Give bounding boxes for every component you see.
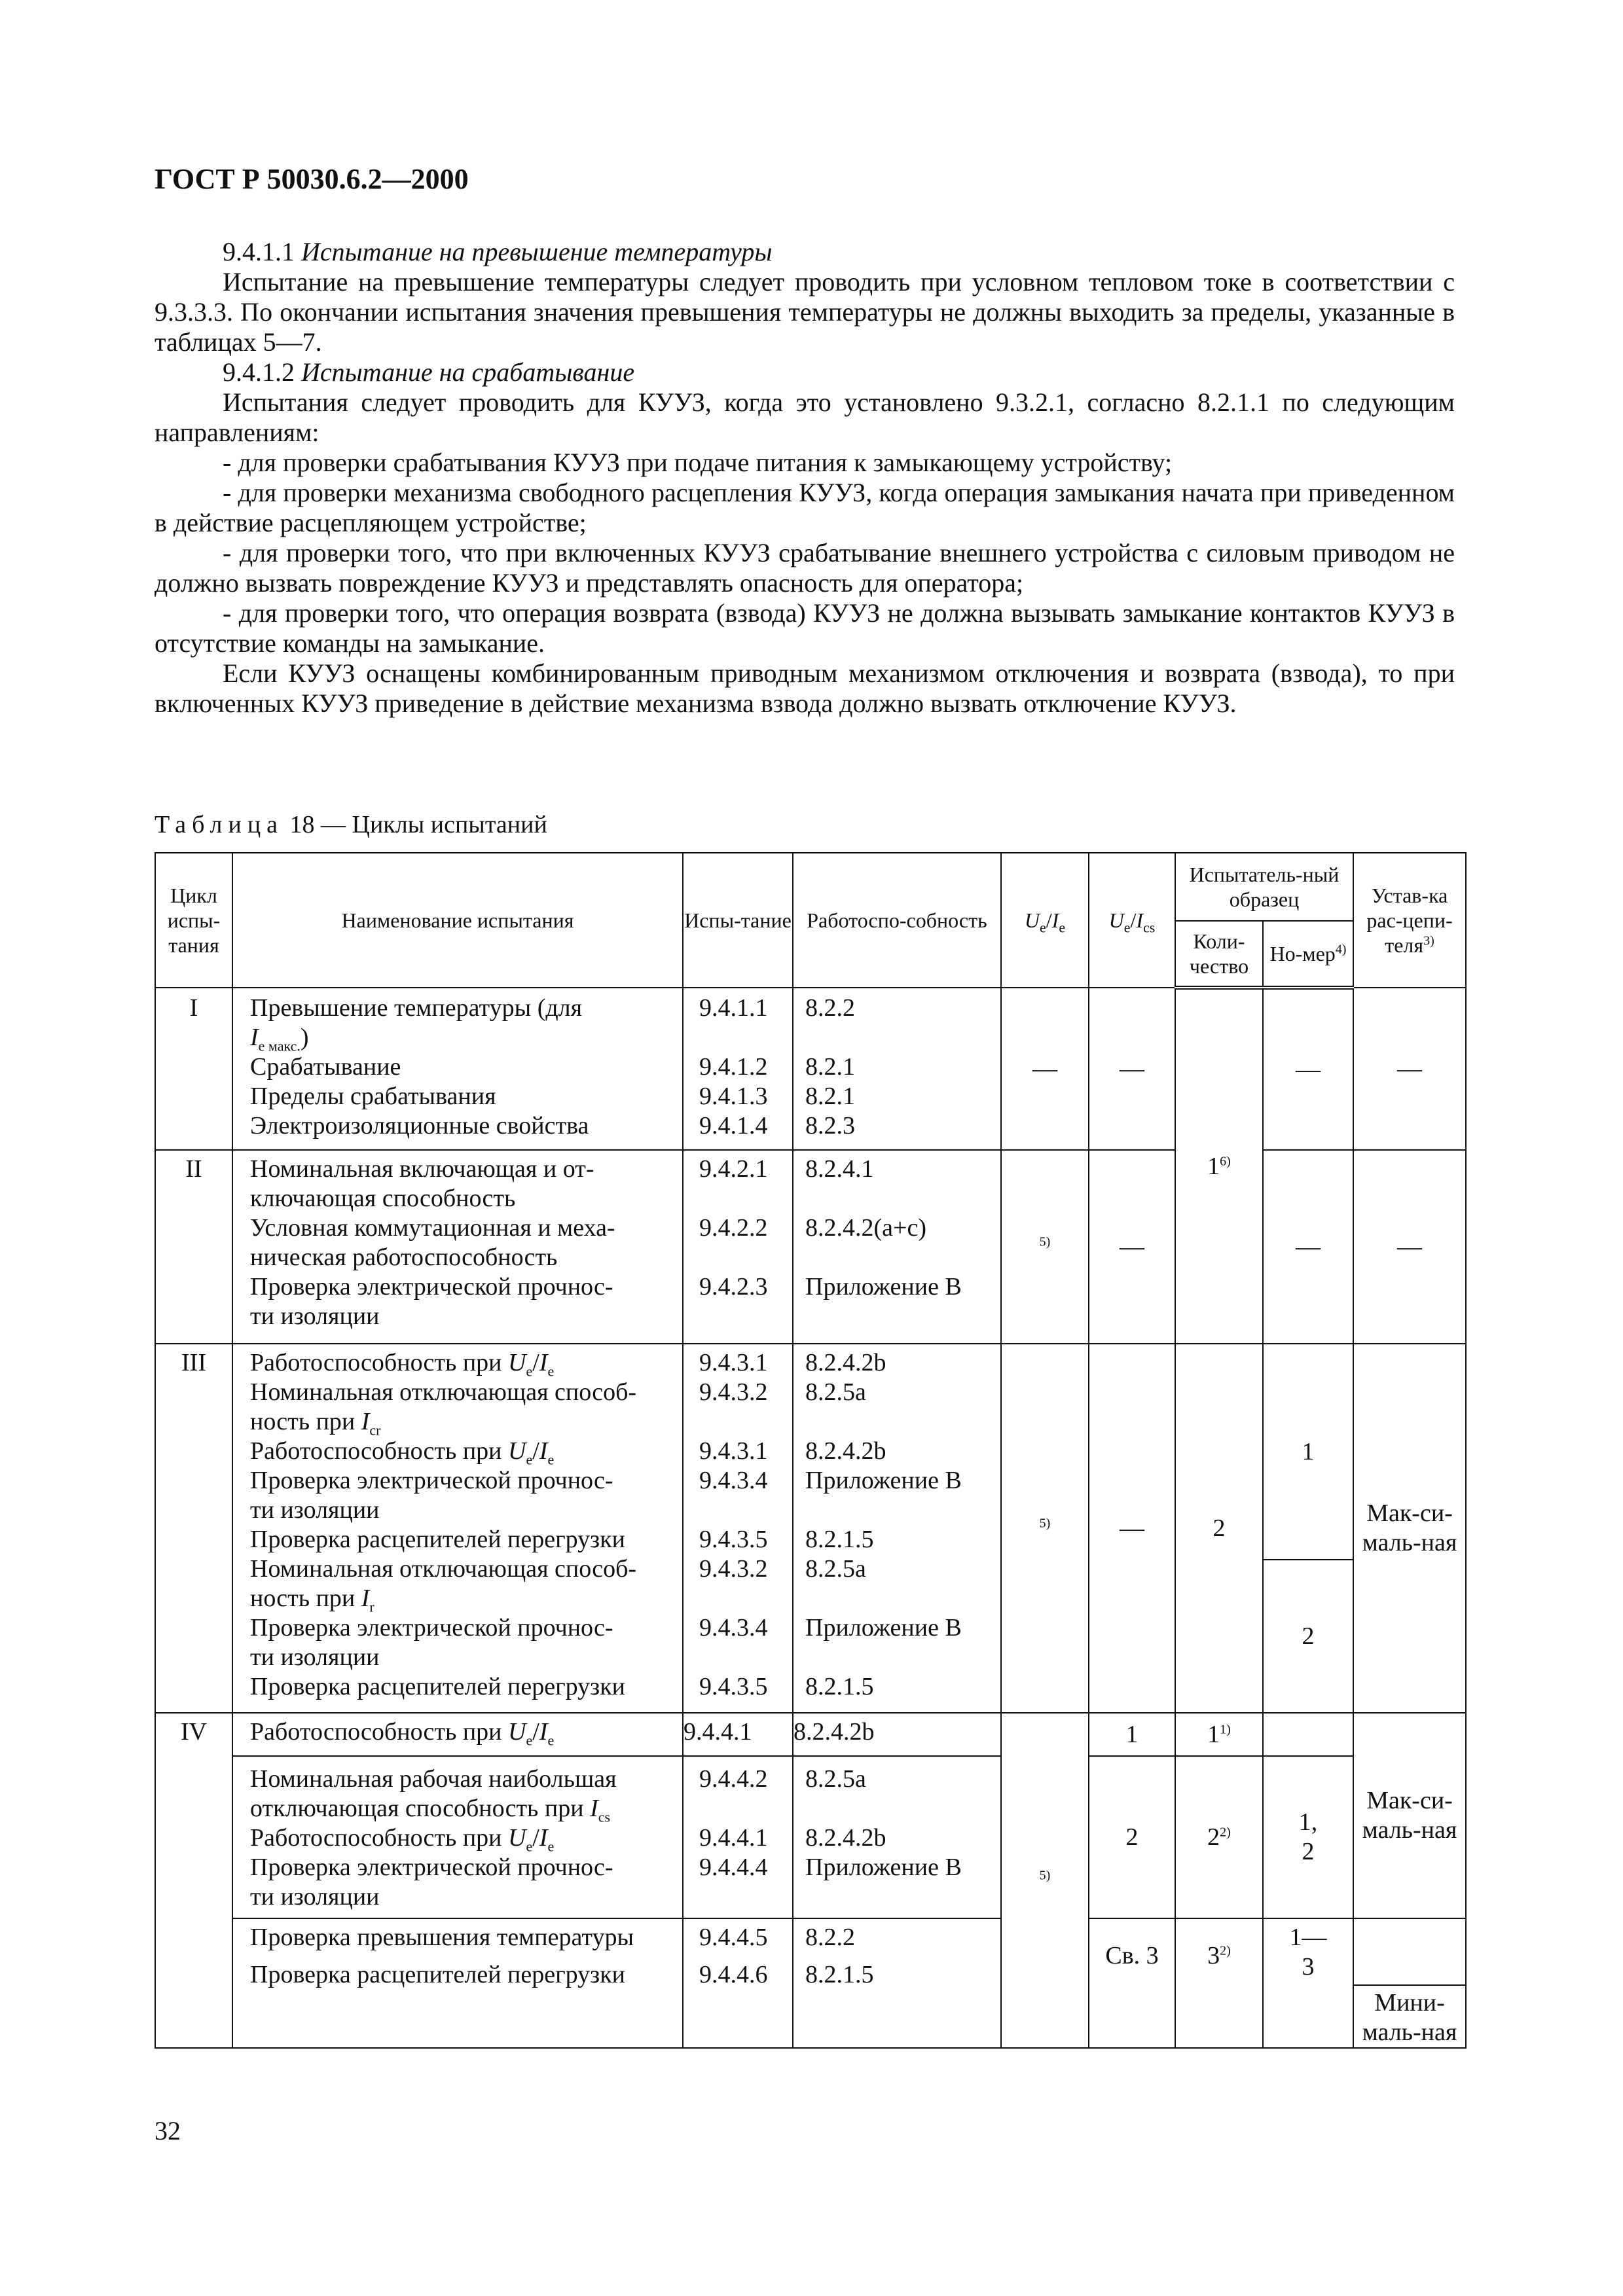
cell-num: — [1263, 1150, 1353, 1344]
cell-work: 8.2.2 8.2.1.5 [793, 1918, 1001, 2048]
paragraph: Испытание на превышение температуры следует проводить при условном тепловом токе в соответствии с 9.3.3.3. По окончании испытания значения превышения температуры не должны выходить за пределы, указанные в таблицах 5—7. [155, 267, 1455, 357]
cell-work: 8.2.4.1 8.2.4.2(a+c) Приложение В [793, 1150, 1001, 1344]
cell-cycle: IV [155, 1713, 232, 2048]
cell-cycle: III [155, 1344, 232, 1713]
cell-ue-ics: — [1089, 988, 1175, 1150]
clause-heading: 9.4.1.2 Испытание на срабатывание [223, 357, 635, 387]
table-row [155, 1918, 1466, 2048]
cell-name: Работоспособность при $U_e/I_e$ Номинальная отключающая способ- ность при $I_{cr}$ Работоспособность при $U_e/I_e$ Проверка электрической прочнос- ти изоляции Проверка расцепителей перегрузки Номинальная отключающая способ- ность при $I_r$ Проверка электрической прочнос- ти изоляции Проверка расцепителей перегрузки [232, 1344, 683, 1713]
cell-ue-ics: 2 [1089, 1756, 1175, 1918]
cell-work: 8.2.5a 8.2.4.2b Приложение В [793, 1756, 1001, 1918]
cell-setting: — [1353, 1150, 1466, 1344]
cell-ue-ics: Св. 3 [1089, 1918, 1175, 2048]
cell-ue-ie: 5) [1001, 1150, 1089, 1344]
header-num: Но-мер$^{4)}$ [1263, 921, 1353, 988]
header-ue-ics: $U_e/I_{cs}$ [1089, 853, 1175, 988]
cell-cycle: II [155, 1150, 232, 1344]
list-item: - для проверки механизма свободного расцепления КУУЗ, когда операция замыкания начата при приведенном в действие расцепляющем устройстве; [155, 478, 1455, 537]
cell-work: 8.2.4.2b [793, 1713, 1001, 1756]
cell-num [1263, 1713, 1353, 1756]
paragraph: Испытания следует проводить для КУУЗ, когда это установлено 9.3.2.1, согласно 8.2.1.1 по следующим направлениям: [155, 387, 1455, 447]
cell-name: Номинальная рабочая наибольшая отключающая способность при $I_{cs}$ Работоспособность при $U_e/I_e$ Проверка электрической прочнос- ти изоляции [232, 1756, 683, 1918]
body-text [155, 237, 1455, 719]
cell-qty: 3$^{2)}$ [1175, 1918, 1263, 2048]
cell-cycle: I [155, 988, 232, 1150]
cell-name: Проверка превышения температуры Проверка расцепителей перегрузки [232, 1918, 683, 2048]
cell-setting: — [1353, 988, 1466, 1150]
cell-setting: Мак-си-маль-ная [1353, 1344, 1466, 1713]
cell-num: 2 [1263, 1560, 1353, 1713]
header-qty: Коли-чество [1175, 921, 1263, 988]
clause-title: Испытание на срабатывание [301, 357, 635, 387]
cell-name: Номинальная включающая и от- ключающая способность Условная коммутационная и меха- ническая работоспособность Проверка электрической прочнос- ти изоляции [232, 1150, 683, 1344]
table-row [155, 988, 1466, 1150]
cell-name: Работоспособность при $U_e/I_e$ [232, 1713, 683, 1756]
cell-ue-ie: 5) [1001, 1713, 1089, 2048]
cell-work: 8.2.2 8.2.1 8.2.1 8.2.3 [793, 988, 1001, 1150]
test-cycles-table [155, 852, 1467, 2049]
cell-ue-ics: — [1089, 1150, 1175, 1344]
list-item: - для проверки того, что операция возврата (взвода) КУУЗ не должна вызывать замыкание контактов КУУЗ в отсутствие команды на замыкание. [155, 598, 1455, 658]
header-test: Испы-тание [683, 853, 793, 988]
clause-title: Испытание на превышение температуры [301, 237, 773, 266]
cell-test: 9.4.2.1 9.4.2.2 9.4.2.3 [683, 1150, 793, 1344]
table-row [155, 1344, 1466, 1560]
cell-ue-ics: 1 [1089, 1713, 1175, 1756]
cell-qty: 1$^{1)}$ [1175, 1713, 1263, 1756]
cell-test: 9.4.4.2 9.4.4.1 9.4.4.4 [683, 1756, 793, 1918]
cell-ue-ics: — [1089, 1344, 1175, 1713]
table-row [155, 1713, 1466, 1756]
cell-num: 1 [1263, 1344, 1353, 1560]
document-header: ГОСТ Р 50030.6.2—2000 [155, 163, 469, 195]
cell-num: 1— 3 [1263, 1918, 1353, 2048]
header-cycle: Цикл испы-тания [155, 853, 232, 988]
clause-heading: 9.4.1.1 Испытание на превышение температуры [223, 237, 773, 266]
page-number: 32 [155, 2116, 181, 2145]
header-ue-ie: $U_e/I_e$ [1001, 853, 1089, 988]
cell-test: 9.4.4.5 9.4.4.6 [683, 1918, 793, 2048]
header-name: Наименование испытания [232, 853, 683, 988]
cell-name: Превышение температуры (для $I_{e макс.}$) Срабатывание Пределы срабатывания Электроизоляционные свойства [232, 988, 683, 1150]
cell-qty: 2$^{2)}$ [1175, 1756, 1263, 1918]
cell-test: 9.4.3.1 9.4.3.2 9.4.3.1 9.4.3.4 9.4.3.5 9.4.3.2 9.4.3.4 9.4.3.5 [683, 1344, 793, 1713]
cell-test: 9.4.1.1 9.4.1.2 9.4.1.3 9.4.1.4 [683, 988, 793, 1150]
cell-qty: 2 [1175, 1344, 1263, 1713]
cell-qty: 1$^{6)}$ [1175, 988, 1263, 1344]
cell-ue-ie: 5) [1001, 1344, 1089, 1713]
cell-setting: Мини-маль-ная [1353, 1918, 1466, 2048]
list-item: - для проверки срабатывания КУУЗ при подаче питания к замыкающему устройству; [223, 448, 1173, 477]
cell-num: — [1263, 988, 1353, 1150]
header-setting: Устав-ка рас-цепи-теля$^{3)}$ [1353, 853, 1466, 988]
table-row [155, 1150, 1466, 1344]
cell-work: 8.2.4.2b 8.2.5a 8.2.4.2b Приложение В 8.2.1.5 8.2.5a Приложение В 8.2.1.5 [793, 1344, 1001, 1713]
header-work: Работоспо-собность [793, 853, 1001, 988]
cell-test: 9.4.4.1 [683, 1713, 793, 1756]
cell-num: 1, 2 [1263, 1756, 1353, 1918]
table-caption: Таблица 18 — Циклы испытаний [155, 811, 547, 838]
cell-setting: Мак-си-маль-ная [1353, 1713, 1466, 1918]
list-item: - для проверки того, что при включенных КУУЗ срабатывание внешнего устройства с силовым приводом не должно вызвать повреждение КУУЗ и представлять опасность для оператора; [155, 538, 1455, 598]
table-row [155, 1756, 1466, 1918]
cell-ue-ie: — [1001, 988, 1089, 1150]
header-sample: Испытатель-ный образец [1175, 853, 1353, 921]
paragraph: Если КУУЗ оснащены комбинированным приводным механизмом отключения и возврата (взвода), то при включенных КУУЗ приведение в действие механизма взвода должно вызвать отключение КУУЗ. [155, 658, 1455, 718]
